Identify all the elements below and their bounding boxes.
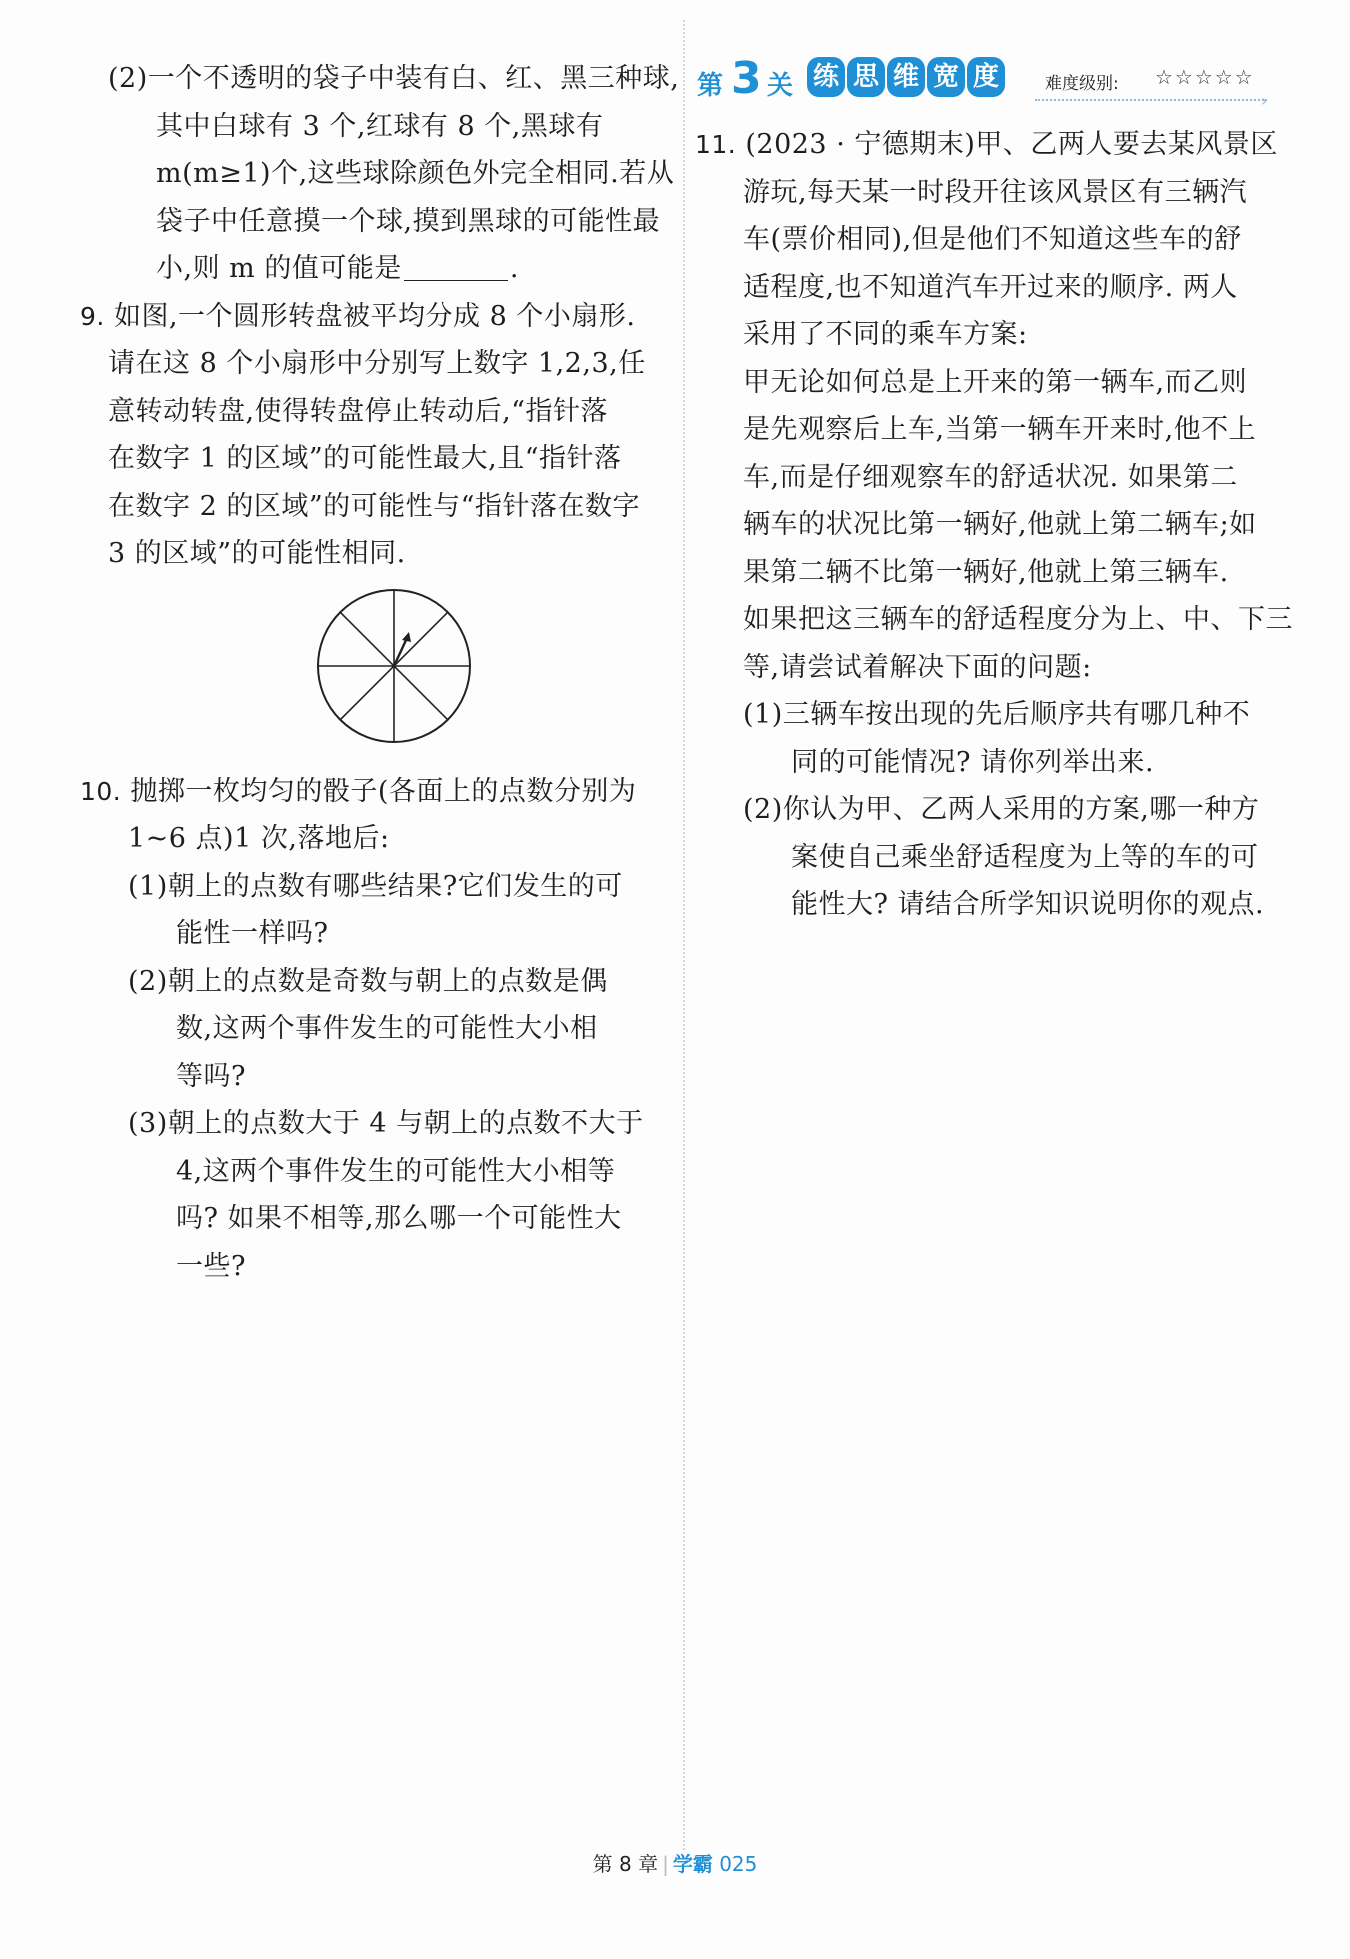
q9-first-line [80, 293, 665, 341]
q11-line: 是先观察后上车,当第一辆车开来时,他不上 [743, 414, 1257, 445]
brand-logo: 学霸 [672, 1852, 713, 1876]
q8-line: 其中白球有 3 个,红球有 8 个,黑球有 [156, 110, 604, 142]
chapter-label: 第 8 章 [592, 1852, 659, 1876]
q9-line: 意转动转盘,使得转盘停止转动后,“指针落 [108, 395, 608, 427]
q9-line: 请在这 8 个小扇形中分别写上数字 1,2,3,任 [108, 348, 646, 379]
q11-line: 车,而是仔细观察车的舒适状况. 如果第二 [743, 461, 1238, 493]
question-8-part-2 [80, 55, 680, 293]
difficulty-stars: ☆☆☆☆☆ [1155, 65, 1255, 89]
q11-text: (2023 · 宁德期末)甲、乙两人要去某风景区 [745, 129, 1278, 160]
banner-prefix: 第 [697, 71, 724, 101]
question-number: 9. [80, 301, 105, 331]
right-column [695, 53, 1293, 929]
q8-line: 袋子中任意摸一个球,摸到黑球的可能性最 [156, 205, 661, 237]
question-10 [80, 768, 665, 1291]
q11-line: 采用了不同的乘车方案: [743, 319, 1028, 350]
question-9 [80, 293, 665, 768]
section-banner [695, 55, 1285, 115]
q10-part-3: 吗? 如果不相等,那么哪一个可能性大 [176, 1203, 622, 1234]
q11-line: 车(票价相同),但是他们不知道这些车的舒 [743, 224, 1242, 255]
q11-line: 适程度,也不知道汽车开过来的顺序. 两人 [743, 271, 1238, 303]
arrow-icon: › [1261, 91, 1268, 110]
banner-title [807, 57, 1005, 97]
q10-part-3: (3)朝上的点数大于 4 与朝上的点数不大于 [128, 1108, 644, 1139]
question-11 [695, 121, 1293, 929]
pointer-arrowhead [402, 632, 411, 642]
q11-part-2: 案使自己乘坐舒适程度为上等的车的可 [791, 841, 1259, 873]
q10-part-2: 数,这两个事件发生的可能性大小相 [176, 1013, 598, 1044]
q8-line-last [80, 245, 665, 293]
question-number: 10. [80, 776, 122, 806]
difficulty-label: 难度级别: [1045, 74, 1119, 94]
q8-end: . [509, 253, 519, 284]
q8-text: 小,则 m 的值可能是 [156, 253, 402, 284]
q10-part-3: 4,这两个事件发生的可能性大小相等 [176, 1155, 616, 1187]
q11-line: 如果把这三辆车的舒适程度分为上、中、下三 [743, 604, 1293, 635]
banner-title-char: 思 [847, 57, 885, 97]
q9-line: 在数字 1 的区域”的可能性最大,且“指针落 [108, 443, 622, 474]
q10-part-1: (1)朝上的点数有哪些结果?它们发生的可 [128, 870, 623, 902]
q11-line: 甲无论如何总是上开来的第一辆车,而乙则 [743, 366, 1248, 398]
q10-part-2: 等吗? [176, 1060, 246, 1092]
q11-part-1: (1)三辆车按出现的先后顺序共有哪几种不 [743, 699, 1251, 730]
q11-part-2: (2)你认为甲、乙两人采用的方案,哪一种方 [743, 794, 1260, 825]
q11-part-1: 同的可能情况? 请你列举出来. [791, 746, 1155, 778]
left-column [80, 55, 680, 1290]
footer-separator: | [662, 1852, 669, 1876]
page-footer [0, 1848, 1350, 1877]
column-divider [683, 20, 685, 1850]
q11-first-line [695, 121, 1285, 169]
page-number: 025 [719, 1852, 758, 1876]
question-number: 11. [695, 130, 737, 159]
q10-text: 抛掷一枚均匀的骰子(各面上的点数分别为 [130, 775, 637, 807]
spinner-diagram [314, 586, 474, 746]
q10-part-1: 能性一样吗? [176, 918, 329, 949]
q8-line: m(m≥1)个,这些球除颜色外完全相同.若从 [156, 158, 675, 189]
banner-title-char: 练 [807, 57, 845, 97]
q11-line: 辆车的状况比第一辆好,他就上第二辆车;如 [743, 509, 1257, 540]
q11-part-2: 能性大? 请结合所学知识说明你的观点. [791, 889, 1265, 920]
q9-line: 在数字 2 的区域”的可能性与“指针落在数字 [108, 490, 640, 522]
banner-suffix: 关 [767, 71, 794, 101]
answer-blank[interactable] [404, 250, 508, 281]
banner-level: 3 [731, 53, 762, 104]
spinner-pointer [394, 638, 407, 666]
spinner-figure [80, 578, 665, 768]
banner-title-char: 宽 [927, 57, 965, 97]
q9-text: 如图,一个圆形转盘被平均分成 8 个小扇形. [113, 300, 636, 332]
banner-title-char: 度 [967, 57, 1005, 97]
banner-title-char: 维 [887, 57, 925, 97]
q11-line: 等,请尝试着解决下面的问题: [743, 651, 1092, 683]
banner-dotted-arrow [1035, 99, 1267, 101]
q11-line: 游玩,每天某一时段开往该风景区有三辆汽 [743, 176, 1248, 208]
q8-line: (2)一个不透明的袋子中装有白、红、黑三种球, [108, 63, 680, 94]
q9-line: 3 的区域”的可能性相同. [108, 538, 406, 569]
q10-line: 1~6 点)1 次,落地后: [128, 823, 390, 854]
q10-part-2: (2)朝上的点数是奇数与朝上的点数是偶 [128, 965, 608, 997]
q10-first-line [80, 768, 665, 816]
q10-part-3: 一些? [176, 1250, 246, 1282]
q11-line: 果第二辆不比第一辆好,他就上第三辆车. [743, 556, 1229, 588]
